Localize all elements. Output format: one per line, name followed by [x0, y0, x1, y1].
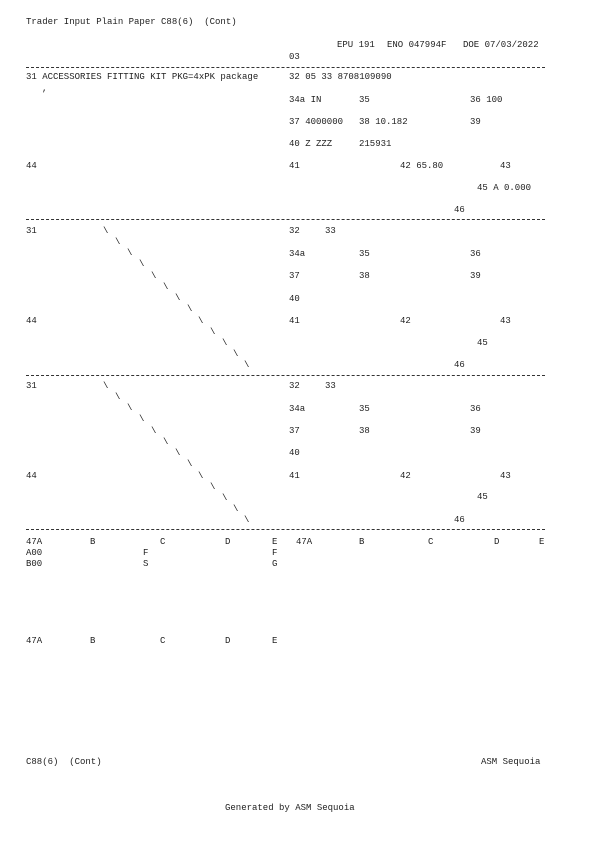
- section-divider: [26, 67, 545, 68]
- box-44: 44: [26, 316, 37, 326]
- tax-row-1-e: F: [272, 548, 278, 558]
- slash-mark: \: [233, 349, 239, 359]
- tax-col-c: C: [160, 636, 166, 646]
- box-46: 46: [454, 360, 465, 370]
- box-45: 45: [477, 338, 488, 348]
- box-43: 43: [500, 471, 511, 481]
- box-37: 37: [289, 271, 300, 281]
- box-37: 37: [289, 426, 300, 436]
- box-44: 44: [26, 471, 37, 481]
- box-31: 31: [26, 226, 37, 236]
- box-31-description: 31 ACCESSORIES FITTING KIT PKG=4xPK package: [26, 72, 259, 82]
- box-41: 41: [289, 316, 300, 326]
- box-31: 31: [26, 381, 37, 391]
- box-40: 40 Z ZZZ: [289, 139, 333, 149]
- tax-col-d: D: [494, 537, 500, 547]
- epu-label: EPU 191: [337, 40, 375, 50]
- slash-mark: \: [244, 515, 250, 525]
- slash-mark: \: [103, 226, 109, 236]
- box-40: 40: [289, 294, 300, 304]
- box-35: 35: [359, 249, 370, 259]
- tax-col-e: E: [272, 636, 278, 646]
- tax-col-d: D: [225, 537, 231, 547]
- box-43: 43: [500, 161, 511, 171]
- box-45: 45 A 0.000: [477, 183, 532, 193]
- box-42: 42 65.80: [400, 161, 444, 171]
- box-37: 37 4000000: [289, 117, 344, 127]
- tax-col-e: E: [272, 537, 278, 547]
- slash-mark: \: [151, 271, 157, 281]
- box-38: 38: [359, 426, 370, 436]
- slash-mark: \: [175, 448, 181, 458]
- tax-col-b: B: [90, 636, 96, 646]
- footer-vendor: ASM Sequoia: [481, 757, 541, 767]
- tax-col-b: B: [359, 537, 365, 547]
- box-33: 33: [325, 381, 336, 391]
- box-39: 39: [470, 271, 481, 281]
- box-39: 39: [470, 426, 481, 436]
- box-45: 45: [477, 492, 488, 502]
- slash-mark: \: [222, 338, 228, 348]
- tax-col-47a: 47A: [26, 537, 43, 547]
- tax-col-c: C: [160, 537, 166, 547]
- slash-mark: \: [210, 482, 216, 492]
- box-42: 42: [400, 316, 411, 326]
- slash-mark: \: [198, 316, 204, 326]
- box-35: 35: [359, 404, 370, 414]
- slash-mark: \: [244, 360, 250, 370]
- box-43: 43: [500, 316, 511, 326]
- box-33: 33: [325, 226, 336, 236]
- box-38: 38 10.182: [359, 117, 408, 127]
- slash-mark: \: [210, 327, 216, 337]
- tax-col-c: C: [428, 537, 434, 547]
- box-34a: 34a: [289, 404, 306, 414]
- slash-mark: \: [187, 459, 193, 469]
- eno-label: ENO 047994F: [387, 40, 447, 50]
- tax-row-2-e: G: [272, 559, 278, 569]
- box-32-33-commodity: 32 05 33 8708109090: [289, 72, 392, 82]
- box-34a: 34a IN: [289, 95, 322, 105]
- tax-row-1-type: A00: [26, 548, 43, 558]
- slash-mark: \: [139, 414, 145, 424]
- tax-col-e: E: [539, 537, 545, 547]
- box-32: 32: [289, 381, 300, 391]
- tax-col-47a: 47A: [26, 636, 43, 646]
- slash-mark: \: [163, 282, 169, 292]
- footer-generated-by: Generated by ASM Sequoia: [225, 803, 355, 813]
- slash-mark: \: [103, 381, 109, 391]
- box-38: 38: [359, 271, 370, 281]
- tax-col-47a: 47A: [296, 537, 313, 547]
- footer-form-ref: C88(6) (Cont): [26, 757, 102, 767]
- box-40-value: 215931: [359, 139, 392, 149]
- box-36: 36: [470, 249, 481, 259]
- box-42: 42: [400, 471, 411, 481]
- box-03: 03: [289, 52, 300, 62]
- tax-row-2-method: S: [143, 559, 149, 569]
- box-41: 41: [289, 161, 300, 171]
- tax-row-2-type: B00: [26, 559, 43, 569]
- box-34a: 34a: [289, 249, 306, 259]
- doe-label: DOE 07/03/2022: [463, 40, 539, 50]
- slash-mark: \: [233, 504, 239, 514]
- box-46: 46: [454, 205, 465, 215]
- box-40: 40: [289, 448, 300, 458]
- tax-col-b: B: [90, 537, 96, 547]
- box-32: 32: [289, 226, 300, 236]
- slash-mark: \: [127, 248, 133, 258]
- slash-mark: \: [198, 471, 204, 481]
- slash-mark: \: [222, 493, 228, 503]
- slash-mark: \: [187, 304, 193, 314]
- slash-mark: \: [175, 293, 181, 303]
- section-divider: [26, 529, 545, 530]
- box-35: 35: [359, 95, 370, 105]
- tax-row-1-method: F: [143, 548, 149, 558]
- slash-mark: \: [115, 392, 121, 402]
- box-31-continuation: ,: [42, 84, 48, 94]
- slash-mark: \: [163, 437, 169, 447]
- slash-mark: \: [151, 426, 157, 436]
- section-divider: [26, 219, 545, 220]
- box-36: 36: [470, 404, 481, 414]
- box-36: 36 100: [470, 95, 503, 105]
- slash-mark: \: [115, 237, 121, 247]
- slash-mark: \: [127, 403, 133, 413]
- tax-col-d: D: [225, 636, 231, 646]
- document-title: Trader Input Plain Paper C88(6) (Cont): [26, 17, 237, 27]
- box-44: 44: [26, 161, 37, 171]
- box-39: 39: [470, 117, 481, 127]
- slash-mark: \: [139, 259, 145, 269]
- box-46: 46: [454, 515, 465, 525]
- section-divider: [26, 375, 545, 376]
- box-41: 41: [289, 471, 300, 481]
